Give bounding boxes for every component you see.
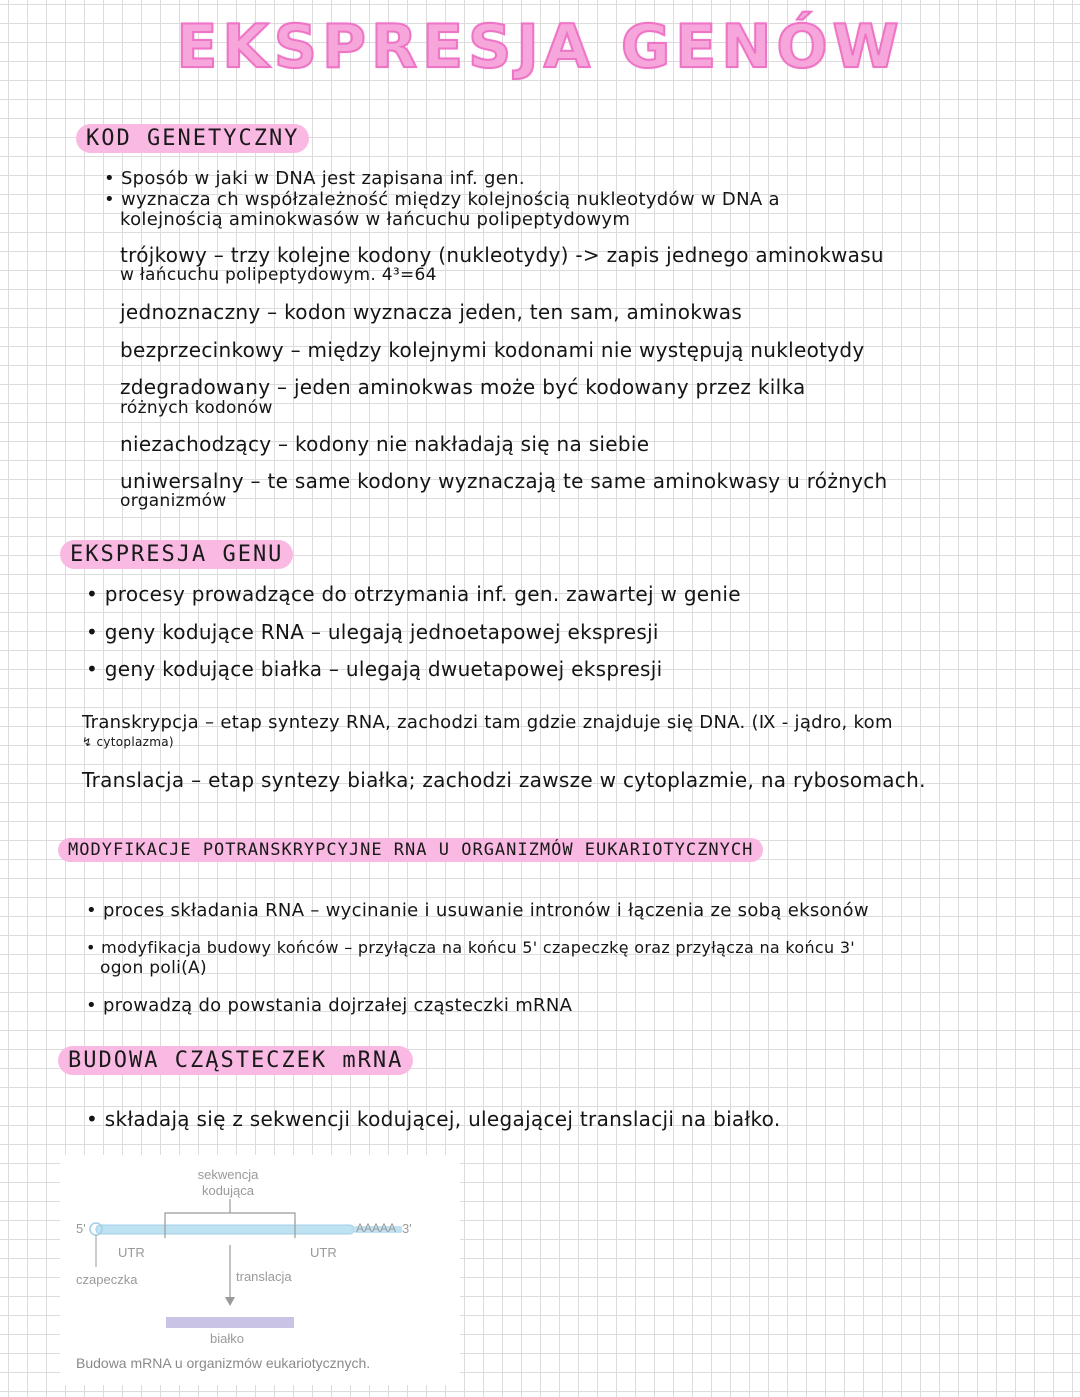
text-line: zdegradowany – jeden aminokwas może być kodowany przez kilka (120, 375, 806, 399)
text-line: • geny kodujące RNA – ulegają jednoetapowej ekspresji (86, 620, 659, 644)
text-line: • Sposób w jaki w DNA jest zapisana inf. gen. (104, 168, 525, 189)
label-polya: AAAAA (356, 1221, 397, 1235)
text-line: bezprzecinkowy – między kolejnymi kodonami nie występują nukleotydy (120, 338, 865, 362)
text-line: Translacja – etap syntezy białka; zachodzi zawsze w cytoplazmie, na rybosomach. (82, 768, 926, 792)
heading-kod-genetyczny: KOD GENETYCZNY (76, 124, 309, 153)
translation-arrow-head (225, 1297, 235, 1306)
text-line: • proces składania RNA – wycinanie i usuwanie intronów i łączenia ze sobą eksonów (86, 900, 869, 921)
label-translation: translacja (236, 1269, 292, 1284)
text-line: jednoznaczny – kodon wyznacza jeden, ten sam, aminokwas (120, 300, 743, 324)
label-protein: białko (210, 1331, 244, 1346)
label-coding-sequence: sekwencja kodująca (197, 1167, 259, 1198)
mrna-strand (96, 1225, 354, 1234)
text-line: uniwersalny – te same kodony wyznaczają te same aminokwasy u różnych (120, 469, 888, 493)
text-line: • procesy prowadzące do otrzymania inf. gen. zawartej w genie (86, 582, 741, 606)
text-line: Transkrypcja – etap syntezy RNA, zachodzi tam gdzie znajduje się DNA. (Ⅸ - jądro, kom (82, 712, 893, 733)
text-line: • geny kodujące białka – ulegają dwuetapowej ekspresji (86, 657, 663, 681)
heading-budowa-mrna: BUDOWA CZĄSTECZEK mRNA (58, 1046, 413, 1075)
text-line: • modyfikacja budowy końców – przyłącza na końcu 5' czapeczkę oraz przyłącza na końcu 3' (86, 938, 856, 957)
mrna-diagram (60, 1155, 460, 1385)
heading-modyfikacje: MODYFIKACJE POTRANSKRYPCYJNE RNA U ORGANIZMÓW EUKARIOTYCZNYCH (58, 838, 763, 862)
label-utr-left: UTR (118, 1245, 145, 1260)
text-line: organizmów (120, 491, 227, 511)
figure-caption: Budowa mRNA u organizmów eukariotycznych. (76, 1355, 371, 1371)
protein-bar (166, 1317, 294, 1328)
text-line: ↯ cytoplazma) (82, 735, 174, 749)
text-line: różnych kodonów (120, 398, 273, 418)
text-line: • składają się z sekwencji kodującej, ulegającej translacji na białko. (86, 1107, 781, 1131)
text-line: trójkowy – trzy kolejne kodony (nukleotydy) -> zapis jednego aminokwasu (120, 243, 884, 267)
label-3-prime: 3' (402, 1221, 412, 1236)
text-line: ogon poli(A) (100, 958, 207, 978)
text-line: • prowadzą do powstania dojrzałej cząsteczki mRNA (86, 995, 573, 1016)
label-utr-right: UTR (310, 1245, 337, 1260)
text-line: • wyznacza ch współzależność między kolejnością nukleotydów w DNA a (104, 189, 780, 210)
label-5-prime: 5' (76, 1221, 86, 1236)
text-line: kolejnością aminokwasów w łańcuchu polipeptydowym (120, 209, 631, 230)
text-line: w łańcuchu polipeptydowym. 4³=64 (120, 265, 437, 285)
label-cap: czapeczka (76, 1272, 138, 1287)
text-line: niezachodzący – kodony nie nakładają się na siebie (120, 432, 650, 456)
page-title: EKSPRESJA GENÓW (176, 12, 904, 82)
heading-ekspresja-genu: EKSPRESJA GENU (60, 540, 293, 569)
coding-bracket (165, 1213, 295, 1223)
